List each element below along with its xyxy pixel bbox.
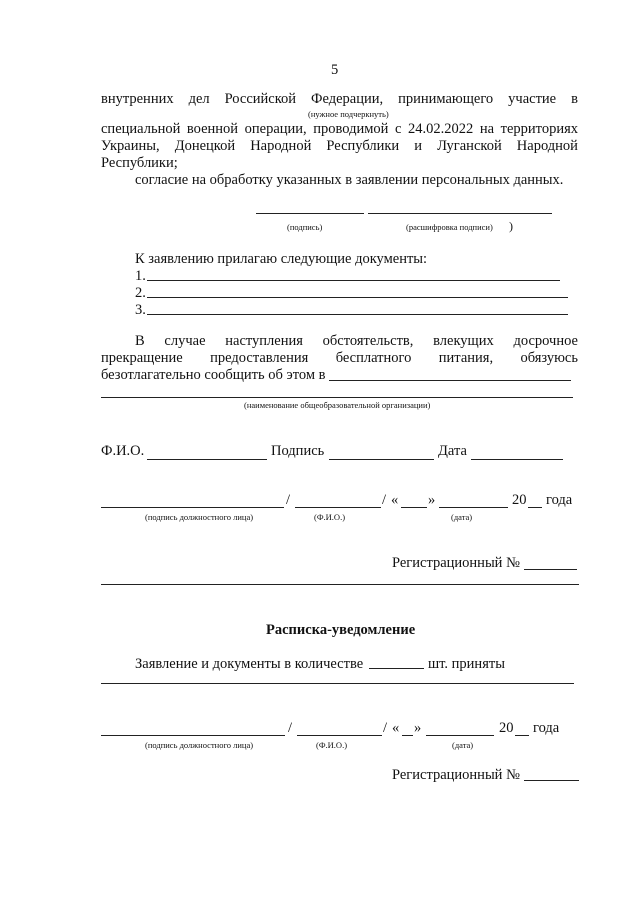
signature-decode-paren: ) bbox=[509, 219, 513, 233]
attachments-heading: К заявлению прилагаю следующие документы: bbox=[135, 251, 428, 267]
word: питания, bbox=[438, 350, 494, 366]
word: военной bbox=[186, 121, 239, 137]
year-line bbox=[515, 735, 529, 736]
caption-official-sign: (подпись должностного лица) bbox=[145, 740, 254, 750]
slash: / bbox=[383, 720, 388, 736]
word: обстоятельств, bbox=[322, 333, 414, 349]
sign-label: Подпись bbox=[271, 443, 325, 459]
year-prefix: 20 bbox=[512, 492, 527, 508]
consent-line: согласие на обработку указанных в заявлении персональных данных. bbox=[135, 172, 564, 188]
word: принимающего bbox=[398, 91, 494, 107]
section-divider bbox=[101, 584, 579, 585]
word: Народной bbox=[250, 138, 312, 154]
attachment-line-2 bbox=[147, 297, 568, 298]
registration-number-label: Регистрационный № bbox=[392, 555, 520, 571]
receipt-line-before: Заявление и документы в количестве bbox=[135, 656, 364, 672]
attachment-item-3: 3. bbox=[135, 302, 146, 318]
slash: / bbox=[382, 492, 387, 508]
word: предоставления bbox=[210, 350, 309, 366]
word: с bbox=[395, 121, 402, 137]
caption-official-date: (дата) bbox=[452, 740, 474, 750]
fio-label: Ф.И.О. bbox=[101, 443, 145, 459]
official-sign-line bbox=[101, 507, 284, 508]
month-line bbox=[426, 735, 494, 736]
p1-line2 bbox=[101, 121, 578, 137]
word: Республики bbox=[326, 138, 400, 154]
signature-caption: (подпись) bbox=[287, 222, 323, 232]
signature-line bbox=[256, 213, 364, 214]
year-suffix: года bbox=[533, 720, 560, 736]
word: и bbox=[414, 138, 422, 154]
page-number: 5 bbox=[331, 62, 339, 78]
word: Украины, bbox=[101, 138, 160, 154]
word: прекращение bbox=[101, 350, 183, 366]
word: специальной bbox=[101, 121, 181, 137]
year-suffix: года bbox=[546, 492, 573, 508]
word: территориях bbox=[500, 121, 578, 137]
quantity-line bbox=[369, 668, 424, 669]
p1-line4: Республики; bbox=[101, 155, 178, 171]
attachment-item-1: 1. bbox=[135, 268, 146, 284]
official-fio-line bbox=[297, 735, 382, 736]
attachment-item-2: 2. bbox=[135, 285, 146, 301]
official-fio-line bbox=[295, 507, 381, 508]
word: дел bbox=[188, 91, 210, 107]
caption-official-fio: (Ф.И.О.) bbox=[316, 740, 348, 750]
quote-close: » bbox=[428, 492, 436, 508]
registration-number-line bbox=[524, 569, 577, 570]
org-caption: (наименование общеобразовательной организации) bbox=[244, 400, 431, 410]
signature-decode-caption: (расшифровка подписи) bbox=[406, 222, 493, 232]
word: обязуюсь bbox=[520, 350, 578, 366]
receipt-divider bbox=[101, 683, 574, 684]
month-line bbox=[439, 507, 508, 508]
word: внутренних bbox=[101, 91, 174, 107]
p2-line3: безотлагательно сообщить об этом в bbox=[101, 367, 326, 383]
registration-number-line bbox=[524, 780, 579, 781]
word: В bbox=[135, 333, 145, 349]
caption-official-date: (дата) bbox=[451, 512, 473, 522]
quote-close: » bbox=[414, 720, 422, 736]
attachment-line-3 bbox=[147, 314, 568, 315]
date-line bbox=[471, 459, 563, 460]
word: Луганской bbox=[437, 138, 502, 154]
signature-decode-line bbox=[368, 213, 552, 214]
date-label: Дата bbox=[438, 443, 467, 459]
p1-line1 bbox=[101, 91, 578, 107]
caption-official-fio: (Ф.И.О.) bbox=[314, 512, 346, 522]
org-name-line bbox=[329, 380, 571, 381]
word: Российской bbox=[224, 91, 297, 107]
word: случае bbox=[164, 333, 206, 349]
p2-line1 bbox=[135, 333, 578, 349]
fio-line bbox=[147, 459, 267, 460]
registration-number-label: Регистрационный № bbox=[392, 767, 520, 783]
year-prefix: 20 bbox=[499, 720, 514, 736]
word: Федерации, bbox=[311, 91, 384, 107]
caption-official-sign: (подпись должностного лица) bbox=[145, 512, 254, 522]
underscript-caption: (нужное подчеркнуть) bbox=[308, 109, 389, 119]
word: проводимой bbox=[313, 121, 389, 137]
word: 24.02.2022 bbox=[408, 121, 474, 137]
org-name-line-2 bbox=[101, 397, 573, 398]
word: операции, bbox=[244, 121, 307, 137]
word: участие bbox=[508, 91, 557, 107]
p2-line2 bbox=[101, 350, 578, 366]
slash: / bbox=[286, 492, 291, 508]
word: в bbox=[571, 91, 578, 107]
word: влекущих bbox=[433, 333, 494, 349]
day-line bbox=[401, 507, 427, 508]
receipt-title: Расписка-уведомление bbox=[266, 622, 416, 638]
quote-open: « bbox=[391, 492, 399, 508]
quote-open: « bbox=[392, 720, 400, 736]
word: на bbox=[479, 121, 495, 137]
word: Народной bbox=[516, 138, 578, 154]
official-sign-line bbox=[101, 735, 285, 736]
word: бесплатного bbox=[335, 350, 412, 366]
word: наступления bbox=[225, 333, 303, 349]
word: досрочное bbox=[513, 333, 578, 349]
sign-line bbox=[329, 459, 434, 460]
slash: / bbox=[288, 720, 293, 736]
year-line bbox=[528, 507, 542, 508]
word: Донецкой bbox=[174, 138, 236, 154]
receipt-line-after: шт. приняты bbox=[428, 656, 505, 672]
attachment-line-1 bbox=[147, 280, 560, 281]
day-line bbox=[402, 735, 413, 736]
p1-line3 bbox=[101, 138, 578, 154]
